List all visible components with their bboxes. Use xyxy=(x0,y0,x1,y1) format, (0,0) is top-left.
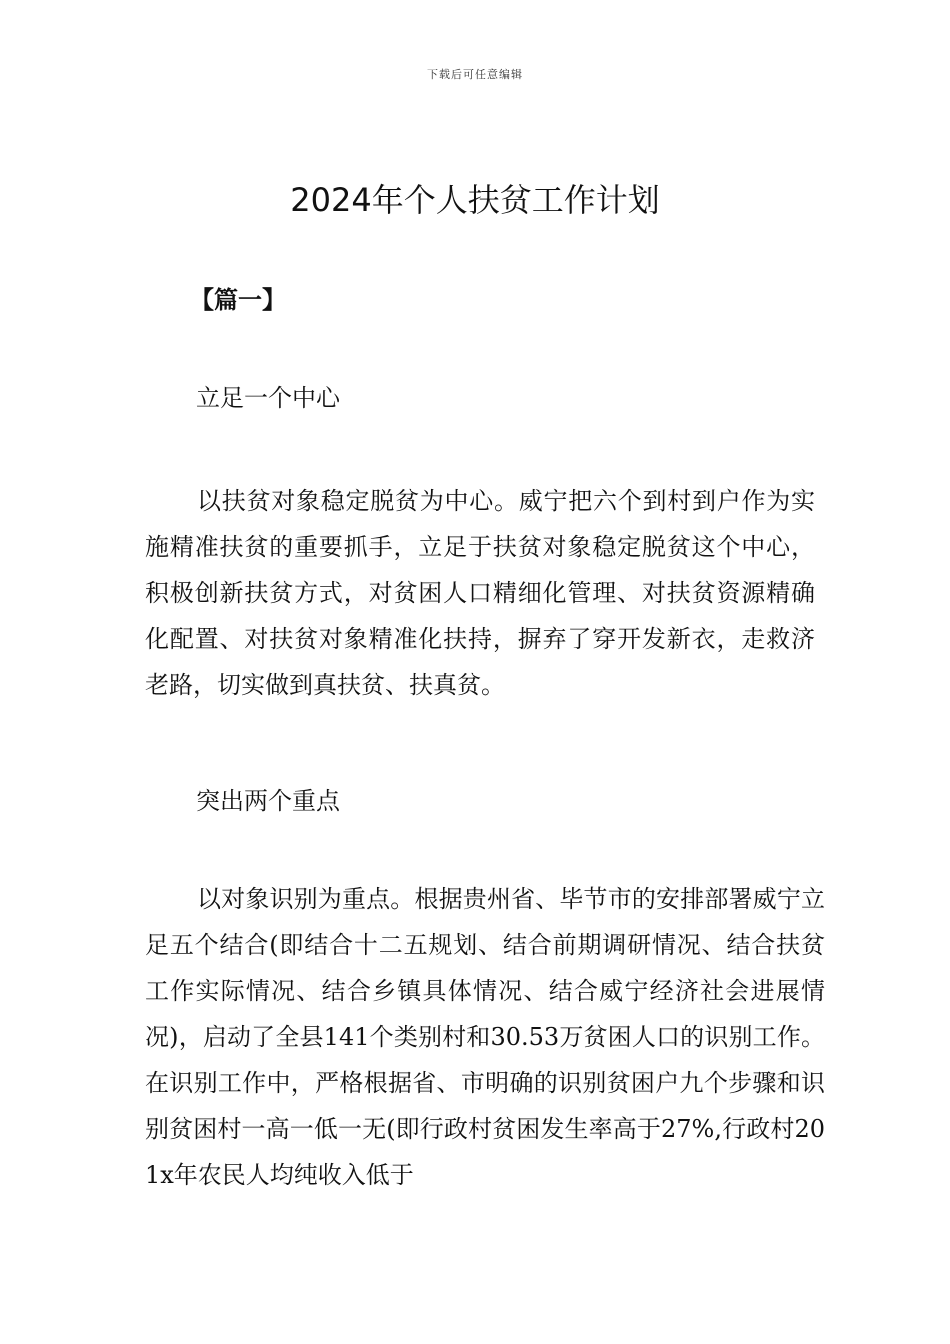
header-note: 下载后可任意编辑 xyxy=(427,68,523,81)
document-title: 2024年个人扶贫工作计划 xyxy=(290,181,660,219)
section-heading-2: 突出两个重点 xyxy=(196,787,340,815)
section-heading-1: 立足一个中心 xyxy=(196,384,340,412)
section-paragraph-1: 以扶贫对象稳定脱贫为中心。威宁把六个到村到户作为实施精准扶贫的重要抓手，立足于扶贫对象稳定脱贫这个中心，积极创新扶贫方式，对贫困人口精细化管理、对扶贫资源精确化配置、对扶贫对象精准化扶持，摒弃了穿开发新衣，走救济老路，切实做到真扶贫、扶真贫。 xyxy=(145,487,815,699)
section-tag: 【篇一】 xyxy=(190,286,286,314)
section-paragraph-2: 以对象识别为重点。根据贵州省、毕节市的安排部署威宁立足五个结合(即结合十二五规划、结合前期调研情况、结合扶贫工作实际情况、结合乡镇具体情况、结合威宁经济社会进展情况)，启动了全县141个类别村和30.53万贫困人口的识别工作。在识别工作中，严格根据省、市明确的识别贫困户九个步骤和识别贫困村一高一低一无(即行政村贫困发生率高于27%,行政村201x年农民人均纯收入低于 xyxy=(145,885,825,1189)
